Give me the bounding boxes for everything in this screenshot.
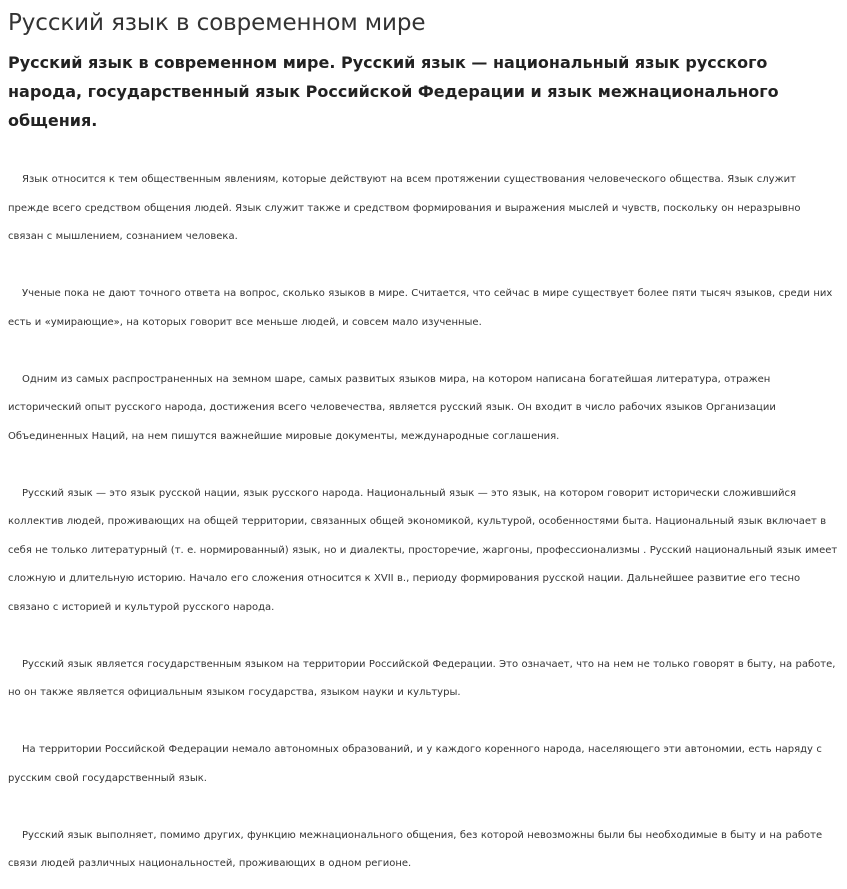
paragraph-4: Русский язык — это язык русской нации, язык русского народа. Национальный язык — это язык, на котором говорит исторически сложившийся коллектив людей, проживающих на общей территории, связанных общей экономикой, культурой, особенностями быта. Национальный язык включает в себя не только литературный (т. е. нормированный) язык, но и диалекты, просторечие, жаргоны, профессионализмы . Русский национальный язык имеет сложную и длительную историю. Начало его сложения относится к XVII в., периоду формирования русской нации. Дальнейшее развитие его тесно связано с историей и культурой русского народа. — [8, 487, 838, 613]
article-body — [8, 166, 839, 879]
page-title: Русский язык в современном мире — [8, 10, 426, 36]
paragraph-2: Ученые пока не дают точного ответа на вопрос, сколько языков в мире. Считается, что сейчас в мире существует более пяти тысяч языков, среди них есть и «умирающие», на которых говорит все меньше людей, и совсем мало изученные. — [8, 288, 833, 328]
article-subtitle: Русский язык в современном мире. Русский язык — национальный язык русского народа, государственный язык Российской Федерации и язык межнационального общения. — [8, 53, 779, 130]
paragraph-7: Русский язык выполняет, помимо других, функцию межнационального общения, без которой невозможны были бы необходимые в быту и на работе связи людей различных национальностей, проживающих в одном регионе. — [8, 829, 823, 869]
paragraph-6: На территории Российской Федерации немало автономных образований, и у каждого коренного народа, населяющего эти автономии, есть наряду с русским свой государственный язык. — [8, 744, 822, 784]
paragraph-1: Язык относится к тем общественным явлениям, которые действуют на всем протяжении существования человеческого общества. Язык служит прежде всего средством общения людей. Язык служит также и средством формирования и выражения мыслей и чувств, поскольку он неразрывно связан с мышлением, сознанием человека. — [8, 174, 801, 242]
paragraph-3: Одним из самых распространенных на земном шаре, самых развитых языков мира, на котором написана богатейшая литература, отражен исторический опыт русского народа, достижения всего человечества, является русский язык. Он входит в число рабочих языков Организации Объединенных Наций, на нем пишутся важнейшие мировые документы, международные соглашения. — [8, 373, 776, 442]
paragraph-5: Русский язык является государственным языком на территории Российской Федерации. Это означает, что на нем не только говорят в быту, на работе, но он также является официальным языком государства, языком науки и культуры. — [8, 658, 836, 698]
